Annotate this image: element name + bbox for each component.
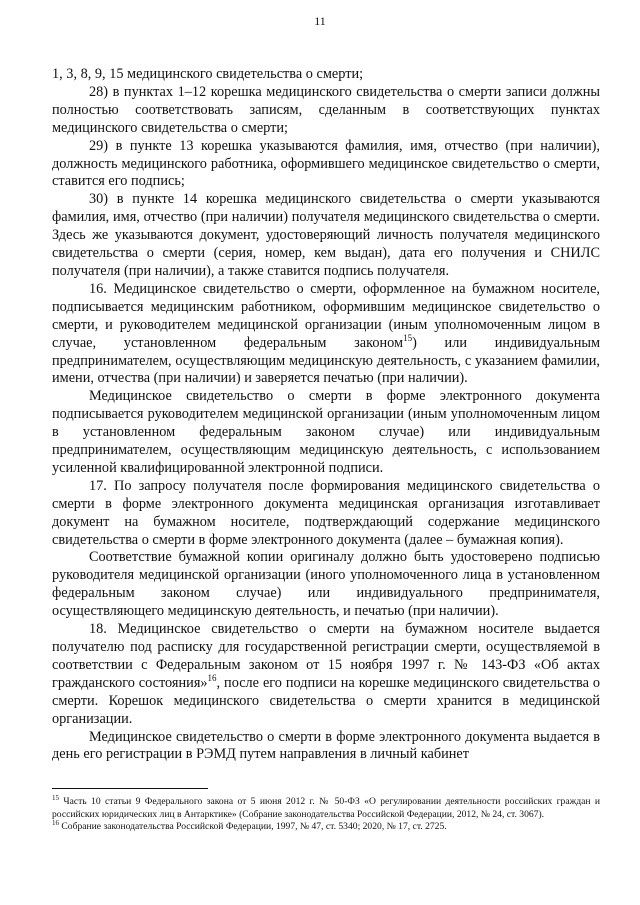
paragraph bbox=[52, 138, 600, 192]
paragraph bbox=[52, 549, 600, 621]
paragraph-text: 17. По запросу получателя после формирования медицинского свидетельства о смерти в форме электронного документа медицинская организация изготавливает документ на бумажном носителе, подтверждающий содержание медицинского свидетельства о смерти в форме электронного документа (далее – бумажная копия). bbox=[52, 477, 600, 548]
paragraph-text: Медицинское свидетельство о смерти в форме электронного документа подписывается руководителем медицинской организации (иным уполномоченным лицом в установленном федеральным законом случае) или индивидуальным предпринимателем, осуществляющим медицинскую деятельность, с использованием усиленной квалифицированной электронной подписи. bbox=[52, 388, 600, 476]
paragraph-text: ) или индивидуальным предпринимателем, осуществляющим медицинскую деятельность, с указанием фамилии, имени, отчества (при наличии) и заверяется печатью (при наличии). bbox=[52, 334, 600, 387]
footnote-marker: 15 bbox=[52, 793, 59, 802]
paragraph bbox=[52, 621, 600, 728]
page-number: 11 bbox=[314, 14, 326, 28]
paragraph bbox=[52, 388, 600, 478]
paragraph-text: 30) в пункте 14 корешка медицинского свидетельства о смерти указываются фамилия, имя, отчество (при наличии) получателя медицинского свидетельства о смерти. Здесь же указываются документ, удостоверяющий личность получателя медицинского свидетельства о смерти (серия, номер, кем выдан), дата его получения и СНИЛС получателя (при наличии), а также ставится подпись получателя. bbox=[52, 191, 600, 279]
main-text bbox=[52, 66, 600, 764]
paragraph-text: 1, 3, 8, 9, 15 медицинского свидетельства о смерти; bbox=[52, 66, 364, 82]
paragraph-text: Соответствие бумажной копии оригиналу должно быть удостоверено подписью руководителя медицинской организации (иного уполномоченного лица в установленном федеральным законом случае) или индивидуального предпринимателя, осуществляющего медицинскую деятельность, и печатью (при наличии). bbox=[52, 549, 600, 620]
paragraph-text: 28) в пунктах 1–12 корешка медицинского свидетельства о смерти записи должны полностью соответствовать записям, сделанным в соответствующих пунктах медицинского свидетельства о смерти; bbox=[52, 83, 600, 136]
footnote-divider bbox=[52, 788, 208, 789]
footnote-text: Часть 10 статьи 9 Федерального закона от 5 июня 2012 г. № 50-ФЗ «О регулировании деятельности российских граждан и российских юридических лиц в Антарктике» (Собрание законодательства Российской Федерации, 2012, № 24, ст. 3067). bbox=[52, 796, 600, 820]
footnotes bbox=[52, 793, 600, 834]
footnote-ref: 16 bbox=[207, 673, 217, 684]
footnote bbox=[52, 793, 600, 821]
footnote-marker: 16 bbox=[52, 819, 59, 827]
paragraph-text: 18. Медицинское свидетельство о смерти на бумажном носителе выдается получателю под расписку для государственной регистрации смерти, осуществляемой в соответствии с Федеральным законом от 15 ноября 1997 г. № 143-ФЗ «Об актах гражданского состояния» bbox=[52, 621, 600, 691]
footnote bbox=[52, 821, 600, 834]
paragraph-text: , после его подписи на корешке медицинского свидетельства о смерти. Корешок медицинского свидетельства о смерти хранится в медицинской организации. bbox=[52, 674, 600, 727]
paragraph bbox=[52, 191, 600, 281]
paragraph bbox=[52, 478, 600, 550]
footnote-text: Собрание законодательства Российской Федерации, 1997, № 47, ст. 5340; 2020, № 17, ст. 2725. bbox=[59, 821, 447, 833]
paragraph-text: 16. Медицинское свидетельство о смерти, оформленное на бумажном носителе, подписывается медицинским работником, оформившим медицинское свидетельство о смерти, и руководителем медицинской организации (иным уполномоченным лицом в случае, установленном федеральным законом bbox=[52, 280, 600, 351]
paragraph-text: Медицинское свидетельство о смерти в форме электронного документа выдается в день его регистрации в РЭМД путем направления в личный кабинет bbox=[52, 728, 600, 763]
paragraph bbox=[52, 281, 600, 388]
footnote-ref: 15 bbox=[403, 332, 413, 343]
paragraph bbox=[52, 66, 600, 84]
paragraph bbox=[52, 729, 600, 765]
paragraph-text: 29) в пункте 13 корешка указываются фамилия, имя, отчество (при наличии), должность медицинского работника, оформившего медицинское свидетельство о смерти, ставится его подпись; bbox=[52, 137, 600, 190]
paragraph bbox=[52, 84, 600, 138]
